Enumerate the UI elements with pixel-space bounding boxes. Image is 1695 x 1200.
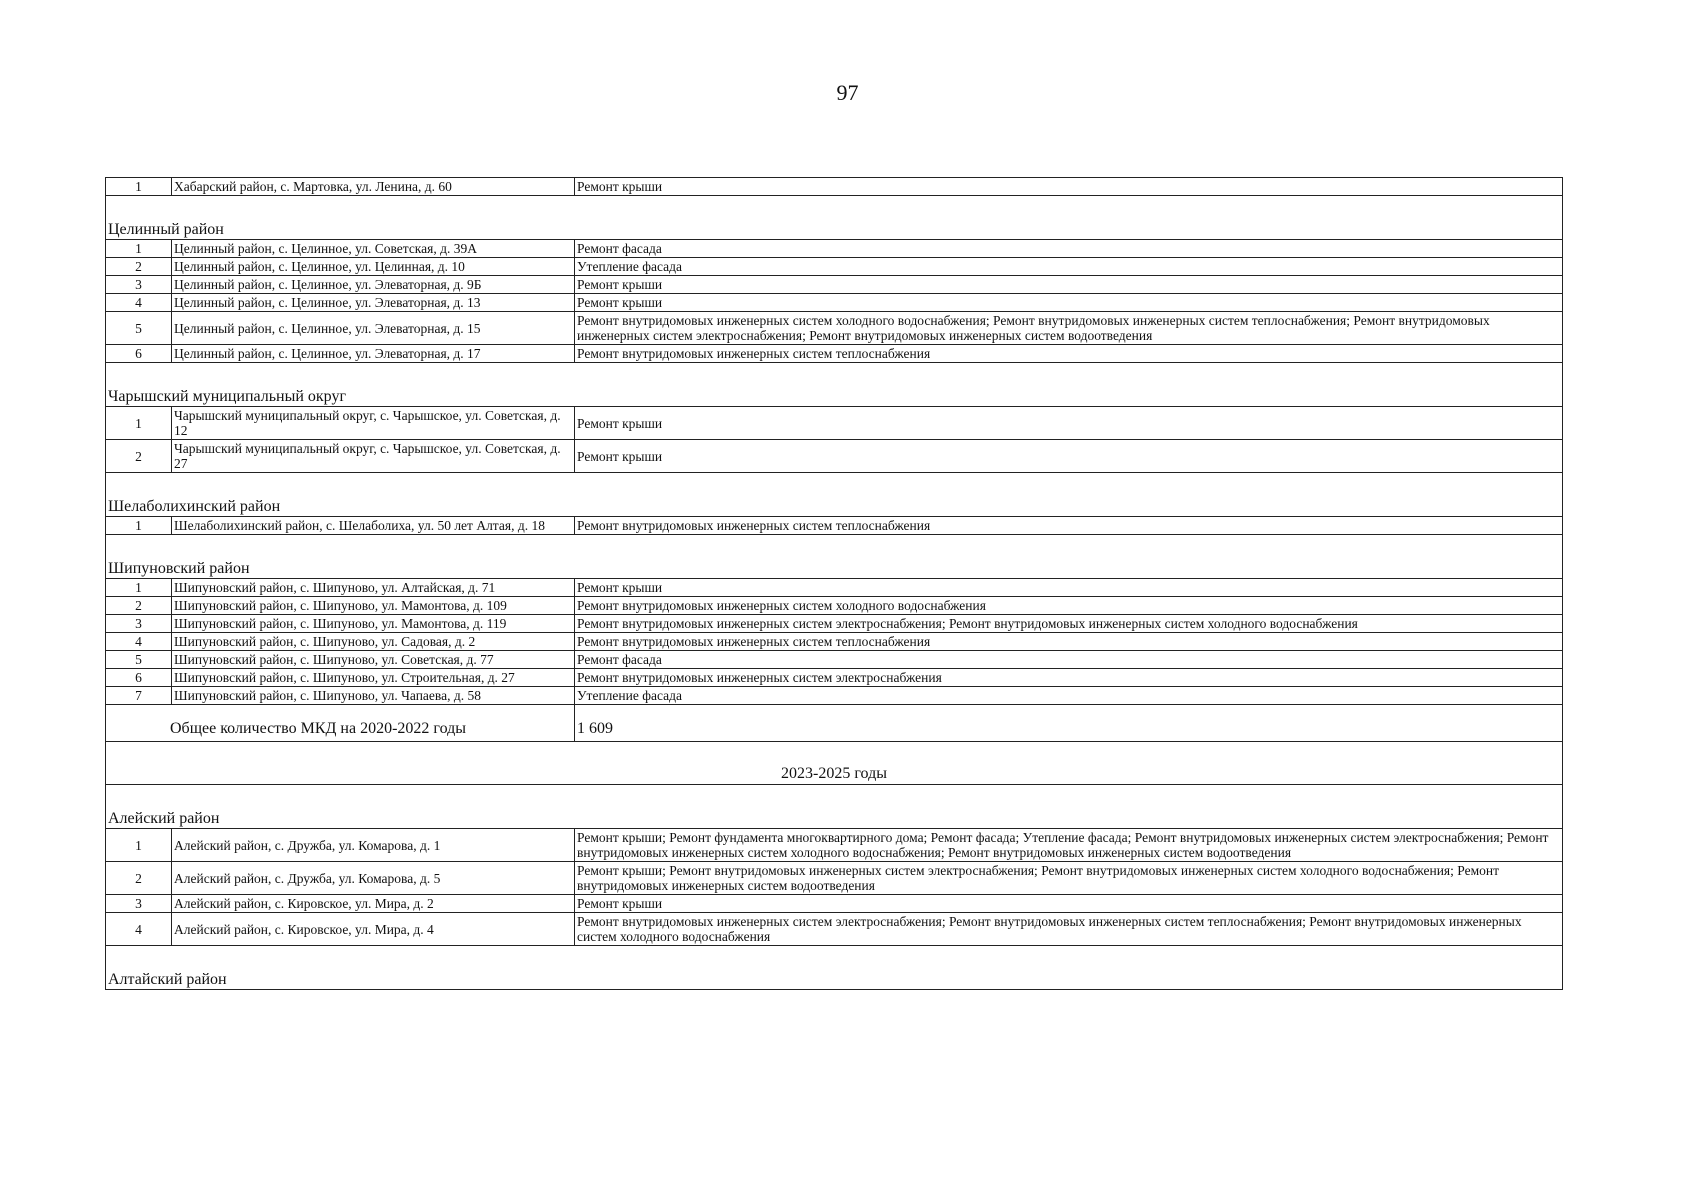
repair-work: Ремонт крыши [575,294,1563,312]
house-address: Шипуновский район, с. Шипуново, ул. Чапаева, д. 58 [172,687,575,705]
spacer-cell [106,946,1563,971]
house-address: Алейский район, с. Дружба, ул. Комарова, д. 5 [172,862,575,895]
row-number: 6 [106,345,172,363]
house-address: Шипуновский район, с. Шипуново, ул. Алтайская, д. 71 [172,579,575,597]
row-number: 3 [106,276,172,294]
repair-work: Ремонт фасада [575,651,1563,669]
table-body [106,178,1563,990]
row-number: 4 [106,913,172,946]
house-address: Шипуновский район, с. Шипуново, ул. Садовая, д. 2 [172,633,575,651]
total-spacer [106,705,1563,716]
repair-work: Утепление фасада [575,258,1563,276]
row-number: 1 [106,829,172,862]
house-address: Алейский район, с. Дружба, ул. Комарова, д. 1 [172,829,575,862]
repair-work: Утепление фасада [575,687,1563,705]
repair-work: Ремонт крыши [575,178,1563,196]
section-spacer [106,473,1563,498]
spacer-cell [106,705,575,716]
table-row [106,597,1563,615]
house-address: Шипуновский район, с. Шипуново, ул. Мамонтова, д. 119 [172,615,575,633]
section-spacer [106,946,1563,971]
house-address: Алейский район, с. Кировское, ул. Мира, д. 2 [172,895,575,913]
section-heading-row [106,809,1563,829]
house-address: Чарышский муниципальный округ, с. Чарышское, ул. Советская, д. 12 [172,407,575,440]
row-number: 5 [106,312,172,345]
repair-work: Ремонт фасада [575,240,1563,258]
district-heading: Чарышский муниципальный округ [106,387,1563,407]
section-heading-row [106,387,1563,407]
total-row [106,715,1563,742]
house-address: Шипуновский район, с. Шипуново, ул. Советская, д. 77 [172,651,575,669]
district-heading: Алейский район [106,809,1563,829]
house-address: Целинный район, с. Целинное, ул. Советская, д. 39А [172,240,575,258]
repair-work: Ремонт внутридомовых инженерных систем холодного водоснабжения [575,597,1563,615]
repair-work: Ремонт крыши [575,407,1563,440]
period-heading-row [106,742,1563,785]
house-address: Хабарский район, с. Мартовка, ул. Ленина, д. 60 [172,178,575,196]
row-number: 3 [106,615,172,633]
table-row [106,633,1563,651]
house-address: Чарышский муниципальный округ, с. Чарышское, ул. Советская, д. 27 [172,440,575,473]
row-number: 1 [106,178,172,196]
row-number: 7 [106,687,172,705]
row-number: 2 [106,440,172,473]
repair-work: Ремонт крыши; Ремонт внутридомовых инженерных систем электроснабжения; Ремонт внутридомовых инженерных систем холодного водоснабжения; Ремонт внутридомовых инженерных систем водоотведения [575,862,1563,895]
total-value: 1 609 [575,715,1563,742]
capital-repair-table [105,177,1563,990]
house-address: Целинный район, с. Целинное, ул. Элеваторная, д. 13 [172,294,575,312]
district-heading: Шелаболихинский район [106,497,1563,517]
spacer-cell [106,535,1563,560]
spacer-cell [106,785,1563,810]
table-row [106,615,1563,633]
repair-work: Ремонт крыши; Ремонт фундамента многоквартирного дома; Ремонт фасада; Утепление фасада; Ремонт внутридомовых инженерных систем электроснабжения; Ремонт внутридомовых инженерных систем холодного водоснабжения; Ремонт внутридомовых инженерных систем водоотведения [575,829,1563,862]
house-address: Целинный район, с. Целинное, ул. Целинная, д. 10 [172,258,575,276]
table-row [106,276,1563,294]
spacer-cell [106,196,1563,221]
repair-work: Ремонт крыши [575,440,1563,473]
house-address: Целинный район, с. Целинное, ул. Элеваторная, д. 9Б [172,276,575,294]
row-number: 1 [106,579,172,597]
house-address: Шипуновский район, с. Шипуново, ул. Мамонтова, д. 109 [172,597,575,615]
repair-work: Ремонт внутридомовых инженерных систем электроснабжения; Ремонт внутридомовых инженерных систем холодного водоснабжения [575,615,1563,633]
district-heading: Алтайский район [106,970,1563,990]
house-address: Алейский район, с. Кировское, ул. Мира, д. 4 [172,913,575,946]
district-heading: Целинный район [106,220,1563,240]
row-number: 2 [106,597,172,615]
table-row [106,178,1563,196]
row-number: 2 [106,862,172,895]
section-spacer [106,196,1563,221]
section-heading-row [106,220,1563,240]
page-number: 97 [836,80,859,105]
repair-work: Ремонт крыши [575,895,1563,913]
row-number: 1 [106,240,172,258]
row-number: 1 [106,407,172,440]
repair-work: Ремонт внутридомовых инженерных систем теплоснабжения [575,633,1563,651]
period-heading: 2023-2025 годы [106,742,1563,785]
spacer-cell [575,705,1563,716]
house-address: Целинный район, с. Целинное, ул. Элеваторная, д. 15 [172,312,575,345]
table-row [106,240,1563,258]
table-row [106,829,1563,862]
table-row [106,913,1563,946]
repair-work: Ремонт внутридомовых инженерных систем электроснабжения [575,669,1563,687]
section-heading-row [106,497,1563,517]
section-heading-row [106,559,1563,579]
table-row [106,651,1563,669]
row-number: 6 [106,669,172,687]
total-label: Общее количество МКД на 2020-2022 годы [106,715,575,742]
table-row [106,407,1563,440]
table-row [106,579,1563,597]
house-address: Шелаболихинский район, с. Шелаболиха, ул. 50 лет Алтая, д. 18 [172,517,575,535]
table-row [106,258,1563,276]
row-number: 4 [106,294,172,312]
section-spacer [106,785,1563,810]
repair-work: Ремонт внутридомовых инженерных систем теплоснабжения [575,345,1563,363]
house-address: Целинный район, с. Целинное, ул. Элеваторная, д. 17 [172,345,575,363]
table-row [106,687,1563,705]
table-row [106,517,1563,535]
table-row [106,862,1563,895]
house-address: Шипуновский район, с. Шипуново, ул. Строительная, д. 27 [172,669,575,687]
row-number: 2 [106,258,172,276]
repair-work: Ремонт крыши [575,276,1563,294]
repair-work: Ремонт внутридомовых инженерных систем холодного водоснабжения; Ремонт внутридомовых инженерных систем теплоснабжения; Ремонт внутридомовых инженерных систем электроснабжения; Ремонт внутридомовых инженерных систем водоотведения [575,312,1563,345]
table-row [106,440,1563,473]
repair-work: Ремонт внутридомовых инженерных систем электроснабжения; Ремонт внутридомовых инженерных систем теплоснабжения; Ремонт внутридомовых инженерных систем холодного водоснабжения [575,913,1563,946]
district-heading: Шипуновский район [106,559,1563,579]
row-number: 4 [106,633,172,651]
row-number: 1 [106,517,172,535]
row-number: 3 [106,895,172,913]
spacer-cell [106,363,1563,388]
row-number: 5 [106,651,172,669]
table-row [106,312,1563,345]
table-row [106,294,1563,312]
section-spacer [106,535,1563,560]
spacer-cell [106,473,1563,498]
repair-work: Ремонт крыши [575,579,1563,597]
table-row [106,895,1563,913]
repair-work: Ремонт внутридомовых инженерных систем теплоснабжения [575,517,1563,535]
table-row [106,345,1563,363]
section-spacer [106,363,1563,388]
section-heading-row [106,970,1563,990]
table-row [106,669,1563,687]
